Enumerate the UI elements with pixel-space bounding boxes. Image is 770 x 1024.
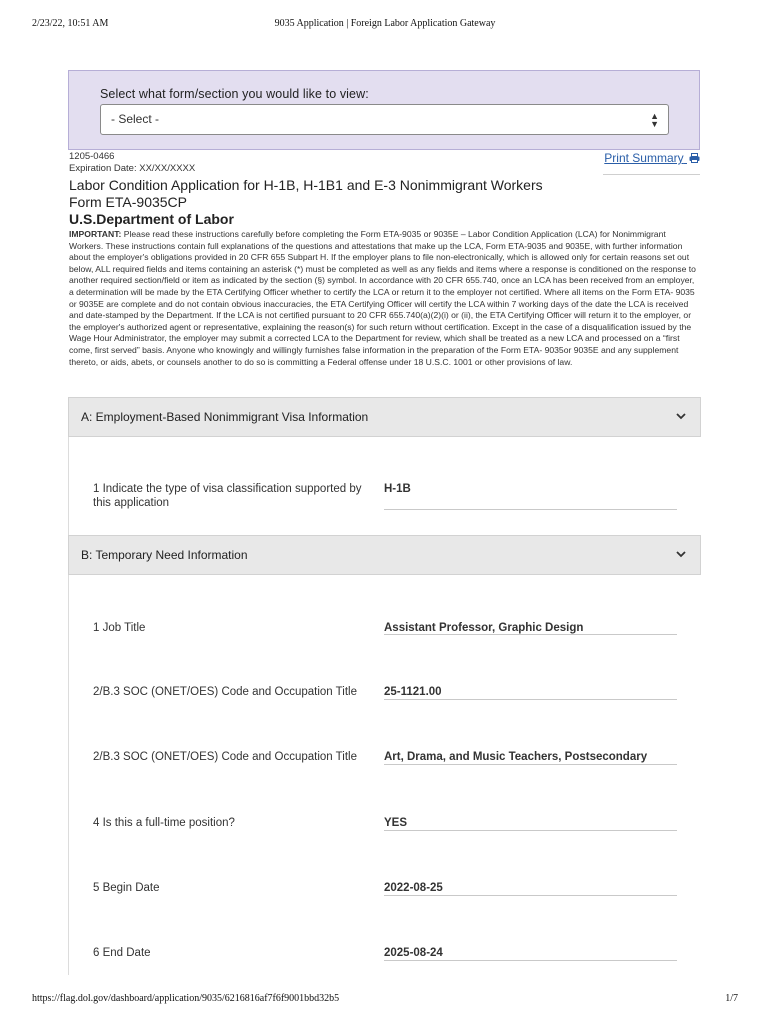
- form-meta: [69, 151, 195, 175]
- field-answer: 2025-08-24: [384, 947, 443, 959]
- chevron-down-icon: [676, 398, 686, 434]
- print-page-number: 1/7: [725, 993, 738, 1004]
- instructions-text: Please read these instructions carefully before completing the Form ETA-9035 or 9035E – Labor Condition Application (LCA) for Nonimmigrant Workers. These instructions contain full explanations of the questions and attestations that make up the LCA, Form ETA-9035 and 9035E, with further information about the employer's obligations provided in 20 CFR 655 Subpart H. If the employer plans to file non-electronically, which is allowed only for certain reasons set out below, ALL required fields and items containing an asterisk (*) must be completed as well as any fields and items where a response is conditioned on the response to another required section/field or item as indicated by the section (§) symbol. In accordance with 20 CFR 655.740, once an LCA has been received from an employer, a determination will be made by the ETA Certifying Officer whether to certify the LCA or return it to the employer not certified. Where all items on the Form ETA- 9035 or 9035E are complete and do not contain obvious inaccuracies, the ETA Certifying Officer will certify the LCA within 7 working days of the date the LCA is received and date-stamped by the Department. If the LCA is not certified pursuant to 20 CFR 655.740(a)(2)(i) or (ii), the ETA Certifying Officer will return it to the employer, or the employer's authorized agent or representative, explaining the reason(s) for such return without certification. Except in the case of a disqualification issued by the Wage Hour Administrator, the employer may submit a corrected LCA to the Department for review, which shall be treated as a new LCA and processed on a “first come, first served” basis. Anyone who knowingly and willingly furnishes false information in the preparation of the Form ETA- 9035or 9035E and any supplement thereto, or aids, abets, or counsels another to do so is committing a Federal offense under 18 U.S.C. 1001 or other provisions of law.: [69, 229, 696, 367]
- field-underline: [384, 960, 677, 961]
- print-summary-label: Print Summary: [604, 151, 684, 165]
- section-b-body-border: [68, 575, 69, 975]
- field-answer: Assistant Professor, Graphic Design: [384, 622, 584, 634]
- instructions-paragraph: [69, 229, 701, 368]
- section-selector-panel: [68, 70, 700, 150]
- print-summary-link[interactable]: [604, 151, 700, 165]
- print-page-title: 9035 Application | Foreign Labor Application Gateway: [274, 18, 496, 29]
- field-answer: 2022-08-25: [384, 882, 443, 894]
- section-selector-label: Select what form/section you would like to view:: [100, 87, 369, 101]
- field-underline: [384, 830, 677, 831]
- field-answer: Art, Drama, and Music Teachers, Postsecondary: [384, 751, 648, 763]
- printer-icon: [689, 153, 700, 165]
- form-number: Form ETA-9035CP: [69, 194, 187, 210]
- form-title: Labor Condition Application for H-1B, H-1B1 and E-3 Nonimmigrant Workers: [69, 177, 543, 193]
- field-question: 5 Begin Date: [93, 882, 160, 894]
- field-question: 4 Is this a full-time position?: [93, 817, 235, 829]
- field-underline: [384, 764, 677, 765]
- section-a-body-border: [68, 437, 69, 535]
- section-a-title: A: Employment-Based Nonimmigrant Visa Information: [81, 410, 369, 424]
- header-divider: [603, 174, 700, 175]
- field-underline: [384, 509, 677, 510]
- section-a-accordion[interactable]: [68, 397, 701, 437]
- section-b-title: B: Temporary Need Information: [81, 548, 248, 562]
- department-name: U.S.Department of Labor: [69, 211, 234, 227]
- form-header: [69, 177, 543, 228]
- field-question: 1 Job Title: [93, 622, 146, 634]
- field-question: 1 Indicate the type of visa classification supported by this application: [93, 483, 362, 509]
- important-label: IMPORTANT:: [69, 229, 122, 239]
- print-datetime: 2/23/22, 10:51 AM: [32, 18, 109, 29]
- section-b-accordion[interactable]: [68, 535, 701, 575]
- section-select-dropdown[interactable]: [100, 104, 669, 135]
- up-down-caret-icon: ▲ ▼: [650, 111, 659, 129]
- field-underline: [384, 699, 677, 700]
- omb-number: 1205-0466: [69, 151, 115, 162]
- field-question: 2/B.3 SOC (ONET/OES) Code and Occupation Title: [93, 686, 357, 698]
- field-question: 6 End Date: [93, 947, 151, 959]
- chevron-down-icon: [676, 536, 686, 572]
- field-underline: [384, 634, 677, 635]
- print-url: https://flag.dol.gov/dashboard/application/9035/6216816af7f6f9001bbd32b5: [32, 993, 340, 1004]
- field-question: 2/B.3 SOC (ONET/OES) Code and Occupation Title: [93, 751, 357, 763]
- field-underline: [384, 895, 677, 896]
- field-answer: YES: [384, 817, 408, 829]
- field-answer: H-1B: [384, 483, 411, 495]
- expiration-date: Expiration Date: XX/XX/XXXX: [69, 163, 196, 174]
- section-select-value: - Select -: [111, 112, 160, 126]
- field-answer: 25-1121.00: [384, 686, 442, 698]
